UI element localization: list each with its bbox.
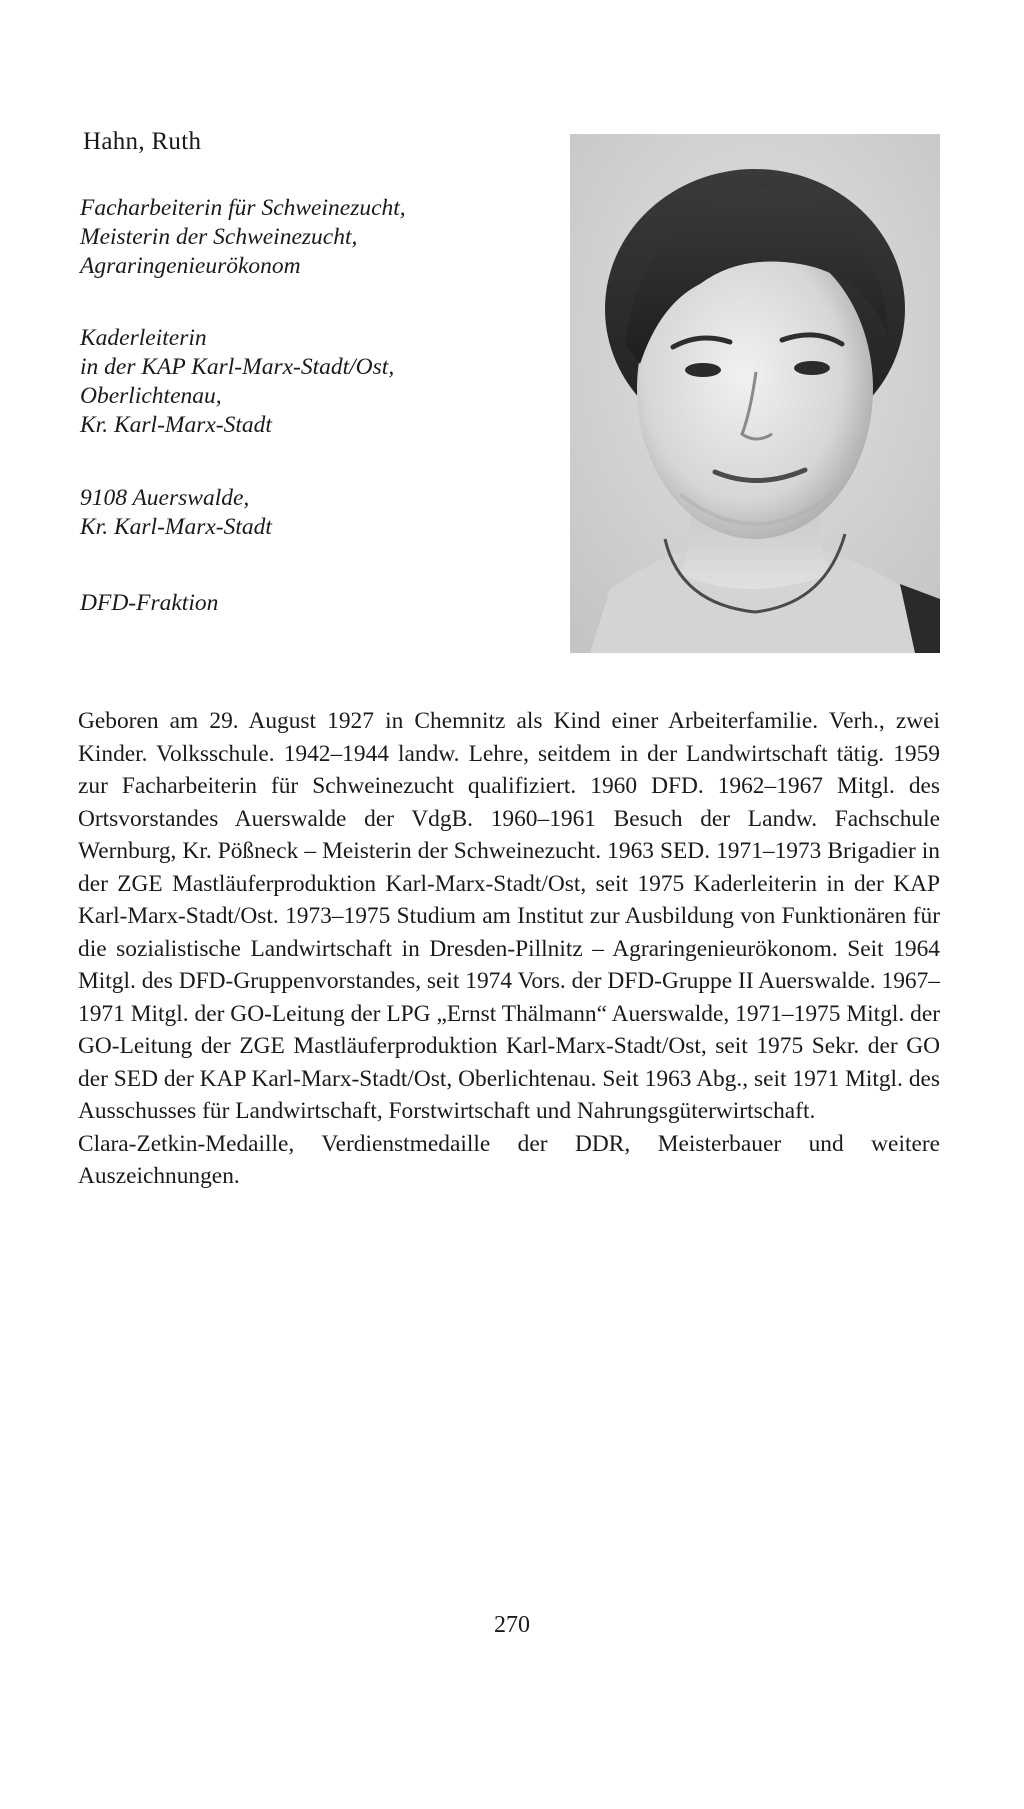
page-number: 270 [494, 1612, 530, 1638]
address-block [80, 484, 560, 542]
profession-line: Facharbeiterin für Schweinezucht, [80, 195, 406, 221]
biography-paragraph: Geboren am 29. August 1927 in Chemnitz als Kind einer Arbeiterfamilie. Verh., zwei Kinder. Volksschule. 1942–1944 landw. Lehre, seitdem in der Landwirtschaft tätig. 1959 zur Facharbeiterin für Schweinezucht qualifiziert. 1960 DFD. 1962–1967 Mitgl. des Ortsvorstandes Auerswalde der VdgB. 1960–1961 Besuch der Landw. Fachschule Wernburg, Kr. Pößneck – Meisterin der Schweinezucht. 1963 SED. 1971–1973 Brigadier in der ZGE Mastläuferproduktion Karl-Marx-Stadt/Ost, seit 1975 Kaderleiterin in der KAP Karl-Marx-Stadt/Ost. 1973–1975 Studium am Institut zur Ausbildung von Funktionären für die sozialistische Landwirtschaft in Dresden-Pillnitz – Agraringenieurökonom. Seit 1964 Mitgl. des DFD-Gruppenvorstandes, seit 1974 Vors. der DFD-Gruppe II Auerswalde. 1967–1971 Mitgl. der GO-Leitung der LPG „Ernst Thälmann“ Auerswalde, 1971–1975 Mitgl. der GO-Leitung der ZGE Mastläuferproduktion Karl-Marx-Stadt/Ost, seit 1975 Sekr. der GO der SED der KAP Karl-Marx-Stadt/Ost, Oberlichtenau. Seit 1963 Abg., seit 1971 Mitgl. des Ausschusses für Landwirtschaft, Forstwirtschaft und Nahrungsgüterwirtschaft. [78, 708, 940, 1124]
profession-line: Meisterin der Schweinezucht, [80, 224, 358, 250]
position-line: Oberlichtenau, [80, 383, 222, 409]
awards-paragraph: Clara-Zetkin-Medaille, Verdienstmedaille der DDR, Meisterbauer und weitere Auszeichnungen. [78, 1130, 940, 1189]
fraction-line: DFD-Fraktion [80, 590, 219, 616]
fraction-label [80, 589, 560, 618]
position-line: Kr. Karl-Marx-Stadt [80, 412, 272, 438]
profession-line: Agraringenieurökonom [80, 253, 301, 279]
position-line: in der KAP Karl-Marx-Stadt/Ost, [80, 354, 395, 380]
address-line: Kr. Karl-Marx-Stadt [80, 514, 272, 540]
position-block [80, 324, 560, 440]
position-line: Kaderleiterin [80, 325, 207, 351]
profession-block [80, 194, 560, 281]
person-name: Hahn, Ruth [83, 128, 202, 155]
portrait-photo [570, 134, 940, 653]
biography-text [78, 705, 940, 1193]
address-line: 9108 Auerswalde, [80, 485, 250, 511]
